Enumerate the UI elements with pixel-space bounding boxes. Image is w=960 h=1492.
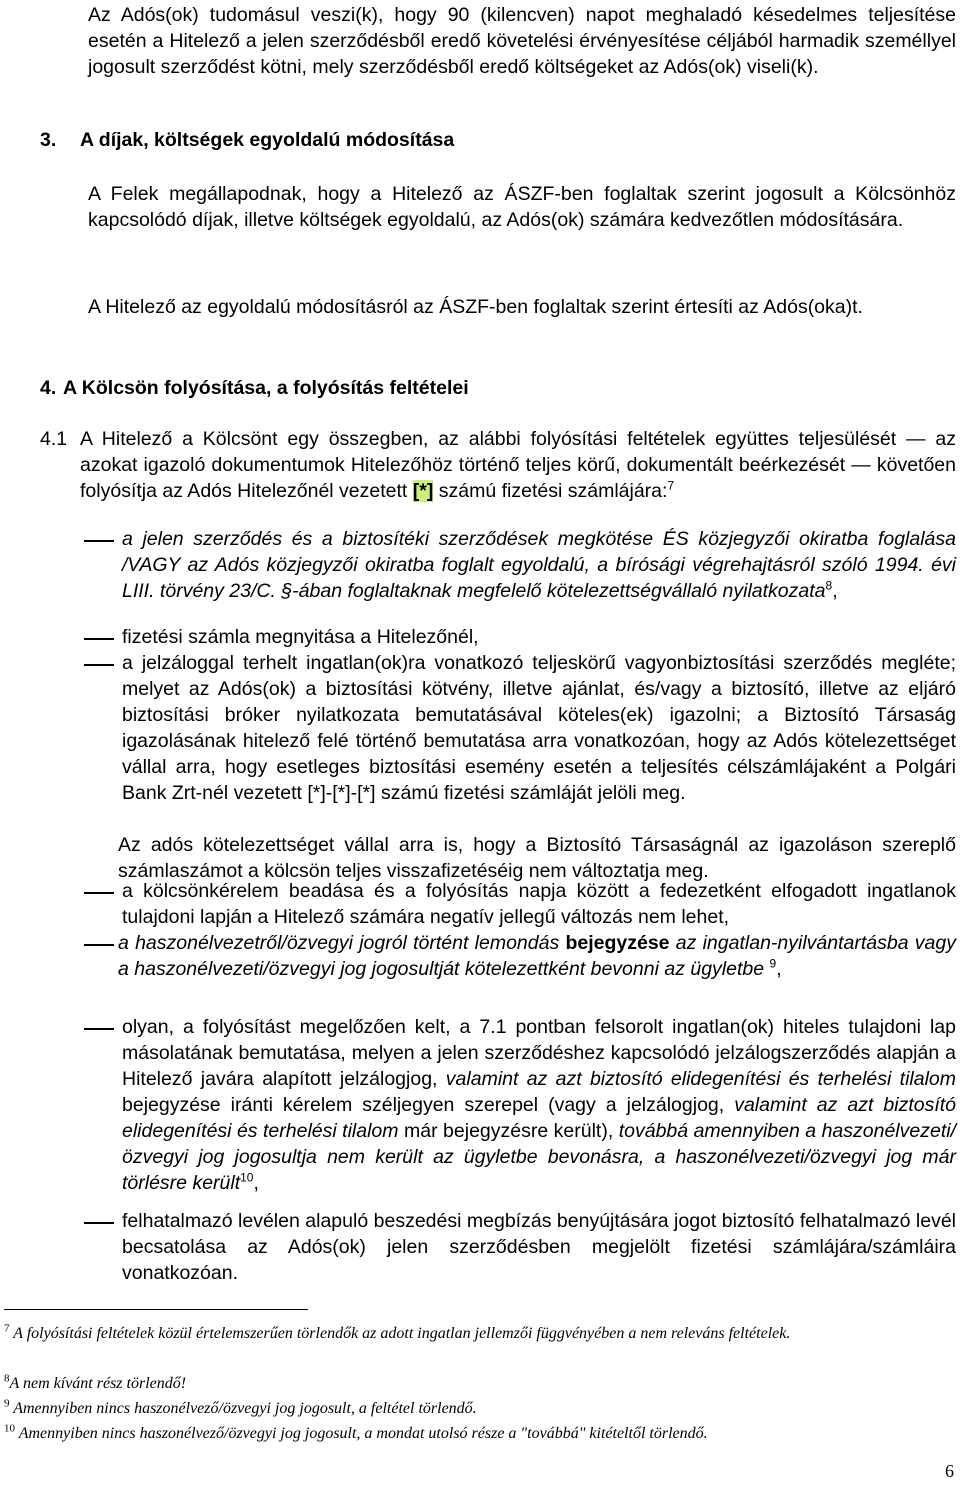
bullet-dash xyxy=(84,638,114,640)
condition-item-7: felhatalmazó levélen alapuló beszedési megbízás benyújtására jogot biztosító felhatalmazó levél becsatolása az Adós(ok) jelen szerződésben megjelölt fizetési számlájára/számláira vonatkozóan. xyxy=(122,1210,956,1284)
bullet-dash xyxy=(84,1222,114,1224)
intro-paragraph: Az Adós(ok) tudomásul veszi(k), hogy 90 (kilencven) napot meghaladó késedelmes teljesítése esetén a Hitelező a jelen szerződésből eredő követelési érvényesítése céljából harmadik személlyel jogosult szerződést kötni, mely szerződésből eredő költségeket az Adós(ok) viseli(k). xyxy=(88,4,956,78)
section-3-number: 3. xyxy=(40,129,57,151)
section-4-title: A Kölcsön folyósítása, a folyósítás feltételei xyxy=(63,377,469,399)
footnote-separator xyxy=(4,1309,308,1310)
bullet-dash xyxy=(84,892,114,894)
p41-part-d: számú fizetési számlájára: xyxy=(438,480,668,502)
condition-item-5: a haszonélvezetről/özvegyi jogról történt lemondás bejegyzése az ingatlan-nyilvántartásba vagy a haszonélvezeti/özvegyi jog jogosultját kötelezettként bevonni az ügyletbe $^9$, xyxy=(118,932,956,980)
footnote-ref-7: 7 xyxy=(667,478,675,493)
condition-item-4: a kölcsönkérelem beadása és a folyósítás napja között a fedezetként elfogadott ingatlanok tulajdoni lapján a Hitelező számára negatív jellegű változás nem lehet, xyxy=(122,880,956,928)
bullet-dash xyxy=(84,1028,114,1030)
condition-item-1: a jelen szerződés és a biztosítéki szerződések megkötése ÉS közjegyzői okiratba foglalása /VAGY az Adós közjegyzői okiratba foglalt egyoldalú, a bírósági végrehajtásról szóló 1994. évi LIII. törvény 23/C. §-ában foglaltaknak megfelelő kötelezettségvállaló nyilatkozata$^8$, xyxy=(122,528,956,602)
footnote-7: $^7$ A folyósítási feltételek közül értelemszerűen törlendők az adott ingatlan jellemzői függvényében a nem releváns feltételek. xyxy=(4,1322,791,1342)
bullet-dash xyxy=(84,540,114,542)
subsection-4-1-number: 4.1 xyxy=(40,428,68,450)
subsection-4-1-paragraph: A Hitelező a Kölcsönt egy összegben, az alábbi folyósítási feltételek együttes teljesülését — az azokat igazoló dokumentumok Hitelezőhöz történő teljes körű, dokumentált beérkezését — követően folyósítja az Adós Hitelezőnél vezetett [*] számú fizetési számlájára:$^7$ xyxy=(80,428,956,502)
p41-part-b: az azokat igazoló dokumentumok Hitelezőhöz történő teljes körű, dokumentált beérkezését xyxy=(80,428,956,476)
condition-item-6: olyan, a folyósítást megelőzően kelt, a 7.1 pontban felsorolt ingatlan(ok) hiteles tulajdoni lap másolatának bemutatása, melyen a jelen szerződéshez kapcsolódó jelzálogszerződés alapján a Hitelező javára alapított jelzálogjog, valamint az azt biztosító elidegenítési és terhelési tilalom bejegyzése iránti kérelem széljegyen szerepel (vagy a jelzálogjog, valamint az azt biztosító elidegenítési és terhelési tilalom már bejegyzésre került), továbbá amennyiben a haszonélvezeti/özvegyi jog jogosultja nem került az ügyletbe bevonásra, a haszonélvezeti/özvegyi jog már törlésre került$^{10}$, xyxy=(122,1016,957,1194)
footnote-9: $^9$ Amennyiben nincs haszonélvező/özvegyi jog jogosult, a feltétel törlendő. xyxy=(4,1397,477,1417)
p41-part-c: követően folyósítja az Adós Hitelezőnél vezetett xyxy=(80,454,956,502)
footnote-8: $^8$A nem kívánt rész törlendő! xyxy=(4,1372,187,1392)
footnote-ref-9: 9 xyxy=(769,956,777,971)
bullet-dash xyxy=(84,944,114,946)
footnote-10: $^{10}$ Amennyiben nincs haszonélvező/özvegyi jog jogosult, a mondat utolsó része a "továbbá" kitételtől törlendő. xyxy=(4,1422,708,1442)
footnote-ref-8: 8 xyxy=(825,578,833,593)
section-3-paragraph-1: A Felek megállapodnak, hogy a Hitelező az ÁSZF-ben foglaltak szerint jogosult a Kölcsönhöz kapcsolódó díjak, illetve költségek egyoldalú, az Adós(ok) számára kedvezőtlen módosítására. xyxy=(88,183,956,231)
condition-item-2: fizetési számla megnyitása a Hitelezőnél, xyxy=(122,626,479,648)
footnote-ref-10: 10 xyxy=(240,1170,254,1185)
p41-part-a: A Hitelező a Kölcsönt egy összegben, az alábbi folyósítási feltételek együttes teljesülését xyxy=(80,428,897,450)
bullet-dash xyxy=(84,664,114,666)
section-3-paragraph-2: A Hitelező az egyoldalú módosításról az ÁSZF-ben foglaltak szerint értesíti az Adós(oka)t. xyxy=(88,296,863,318)
account-placeholder: [*] xyxy=(412,480,434,502)
section-3-title: A díjak, költségek egyoldalú módosítása xyxy=(80,129,455,151)
page-number: 6 xyxy=(945,1461,954,1481)
section-4-number: 4. xyxy=(40,377,57,399)
condition-item-3: a jelzáloggal terhelt ingatlan(ok)ra vonatkozó teljeskörű vagyonbiztosítási szerződés megléte; melyet az Adós(ok) a biztosítási kötvény, illetve ajánlat, és/vagy a biztosító, illetve az eljáró biztosítási bróker nyilatkozata bemutatásával köteles(ek) igazolni; a Biztosító Társaság igazolásának hitelező felé történő bemutatása arra vonatkozóan, hogy az Adós kötelezettséget vállal arra, hogy esetleges biztosítási esemény esetén a teljesítés célszámlájaként a Polgári Bank Zrt-nél vezetett [*]-[*]-[*] számú fizetési számláját jelöli meg. xyxy=(122,652,956,804)
condition-item-3-extra: Az adós kötelezettséget vállal arra is, hogy a Biztosító Társaságnál az igazoláson szereplő számlaszámot a kölcsön teljes visszafizetéséig nem változtatja meg. xyxy=(118,834,956,882)
